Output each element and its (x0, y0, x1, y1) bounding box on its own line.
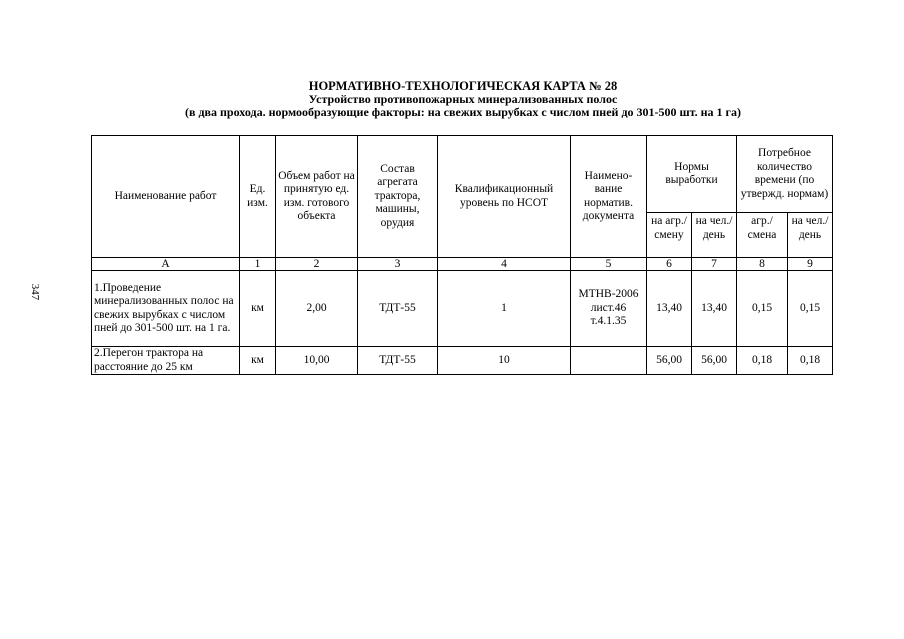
index-cell: 7 (692, 258, 737, 271)
cell-output-shift: 13,40 (647, 271, 692, 347)
header-qualification: Квалификационный уровень по НСОТ (438, 136, 571, 258)
norm-table (91, 135, 833, 375)
cell-time-day: 0,18 (788, 347, 833, 375)
cell-output-shift: 56,00 (647, 347, 692, 375)
cell-equipment: ТДТ-55 (358, 271, 438, 347)
table-row (92, 347, 833, 375)
header-output-per-shift: на агр./ смену (647, 213, 692, 258)
cell-time-shift: 0,15 (737, 271, 788, 347)
cell-time-day: 0,15 (788, 271, 833, 347)
header-document: Наимено-вание норматив. документа (571, 136, 647, 258)
cell-work-name: 1.Проведение минерализованных полос на свежих вырубках с числом пней до 301-500 шт. на 1 га. (92, 271, 240, 347)
header-volume: Объем работ на принятую ед. изм. готового объекта (276, 136, 358, 258)
header-unit: Ед. изм. (240, 136, 276, 258)
title-line-3: (в два прохода. нормообразующие факторы: на свежих вырубках с числом пней до 301-500 шт. на 1 га) (184, 105, 741, 119)
header-time-per-shift: агр./ смена (737, 213, 788, 258)
index-cell: 9 (788, 258, 833, 271)
cell-equipment: ТДТ-55 (358, 347, 438, 375)
index-cell: 3 (358, 258, 438, 271)
cell-volume: 10,00 (276, 347, 358, 375)
header-work-name: Наименование работ (92, 136, 240, 258)
cell-unit: км (240, 271, 276, 347)
index-cell: 1 (240, 258, 276, 271)
cell-qualification: 10 (438, 347, 571, 375)
title-line-2: Устройство противопожарных минерализованных полос (308, 92, 618, 106)
table-row (92, 271, 833, 347)
index-cell: А (92, 258, 240, 271)
document-title (0, 80, 904, 119)
index-cell: 4 (438, 258, 571, 271)
cell-output-day: 13,40 (692, 271, 737, 347)
index-cell: 8 (737, 258, 788, 271)
index-cell: 6 (647, 258, 692, 271)
page-number: 347 (29, 283, 41, 301)
header-time-per-day: на чел./ день (788, 213, 833, 258)
header-time-needed: Потребное количество времени (по утвержд. нормам) (737, 136, 833, 213)
cell-output-day: 56,00 (692, 347, 737, 375)
index-cell: 5 (571, 258, 647, 271)
header-output-per-day: на чел./ день (692, 213, 737, 258)
cell-work-name: 2.Перегон трактора на расстояние до 25 км (92, 347, 240, 375)
column-index-row (92, 258, 833, 271)
cell-unit: км (240, 347, 276, 375)
cell-volume: 2,00 (276, 271, 358, 347)
title-line-1: НОРМАТИВНО-ТЕХНОЛОГИЧЕСКАЯ КАРТА № 28 (308, 79, 618, 93)
index-cell: 2 (276, 258, 358, 271)
cell-qualification: 1 (438, 271, 571, 347)
cell-document: МТНВ-2006 лист.46 т.4.1.35 (571, 271, 647, 347)
cell-time-shift: 0,18 (737, 347, 788, 375)
cell-document (571, 347, 647, 375)
header-unit-composition: Состав агрегата трактора, машины, орудия (358, 136, 438, 258)
header-output-norms: Нормы выработки (647, 136, 737, 213)
